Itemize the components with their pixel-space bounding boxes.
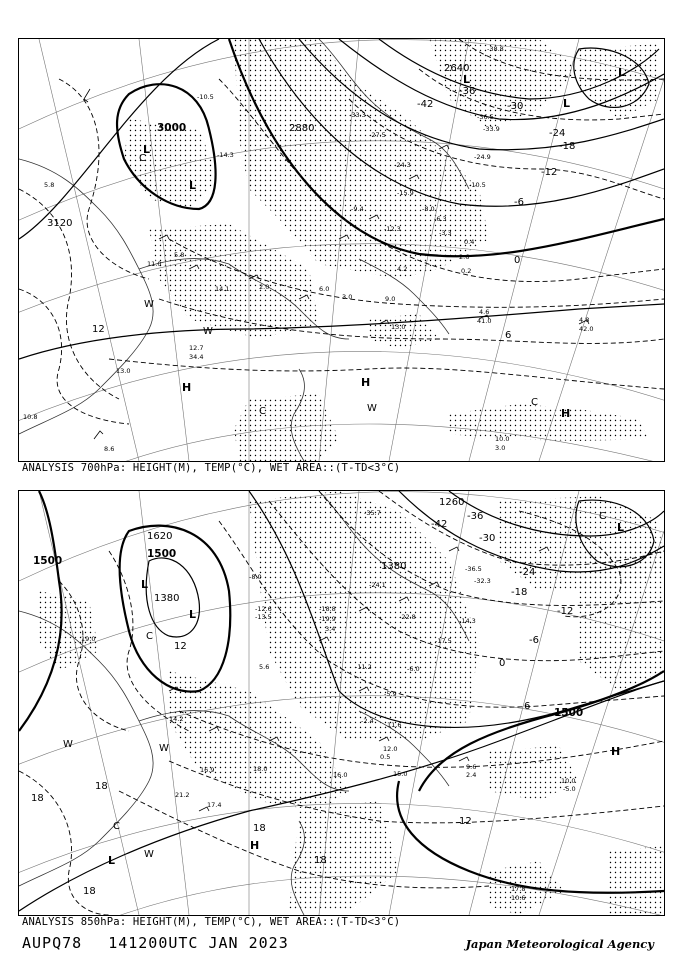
warm-center: W <box>144 299 154 310</box>
station-value: -24.9 <box>474 153 491 161</box>
temp-label: -18 <box>511 587 528 598</box>
station-value: 41.0 <box>477 317 492 325</box>
analysis-850hpa-map <box>18 490 665 916</box>
low-center: L <box>108 854 116 867</box>
cold-center: C <box>531 397 538 408</box>
low-center: L <box>563 97 571 110</box>
station-value: 17.4 <box>207 801 222 809</box>
station-value: 12.7 <box>189 344 204 352</box>
height-label: 3000 <box>157 122 187 134</box>
high-center: H <box>182 381 192 394</box>
station-value: -32.3 <box>474 577 491 585</box>
station-value: 34.4 <box>189 353 204 361</box>
station-value: -5.0 <box>563 785 576 793</box>
cold-center: C <box>113 821 120 832</box>
station-value: 18.0 <box>253 765 268 773</box>
station-value: 5.8 <box>44 181 55 189</box>
temp-label: 12 <box>459 816 472 827</box>
product-code: AUPQ78 <box>22 934 83 952</box>
temp-label: -36 <box>467 511 484 522</box>
temp-label: 18 <box>83 886 96 897</box>
station-value: -10.5 <box>469 181 486 189</box>
station-value: 11.6 <box>387 721 402 729</box>
cold-center: C <box>599 511 606 522</box>
station-value: 5.8 <box>174 251 185 259</box>
station-value: -35.7 <box>364 509 381 517</box>
station-value: 21.2 <box>175 791 190 799</box>
station-value: -12.6 <box>255 605 272 613</box>
station-value: 15.0 <box>393 770 408 778</box>
station-value: -9.4 <box>351 205 364 213</box>
temp-label: 12 <box>174 641 187 652</box>
station-value: -27.5 <box>369 131 386 139</box>
height-label: 1620 <box>147 531 173 542</box>
station-value: 12.0 <box>383 745 398 753</box>
station-value: -11.2 <box>355 663 372 671</box>
station-value: -24.3 <box>394 161 411 169</box>
station-value: -22.8 <box>399 613 416 621</box>
high-center: H <box>561 407 571 420</box>
caption-700hpa: ANALYSIS 700hPa: HEIGHT(M), TEMP(°C), WET AREA::(T-TD<3°C) <box>22 462 401 474</box>
station-value: 6.0 <box>319 285 330 293</box>
temp-label: -18 <box>559 141 576 152</box>
station-value: 0.4 <box>464 238 475 246</box>
temp-label: -24 <box>549 128 566 139</box>
station-value: 3.0 <box>342 293 353 301</box>
low-center: L <box>189 179 197 192</box>
station-value: 42.0 <box>579 325 594 333</box>
station-value: 2.4 <box>466 771 477 779</box>
height-label: 3120 <box>47 218 73 229</box>
warm-center: W <box>367 403 377 414</box>
low-center: L <box>141 578 149 591</box>
low-center: L <box>143 143 151 156</box>
temp-label: -36 <box>459 86 476 97</box>
station-value: -6.3 <box>434 215 447 223</box>
wet-area-shading <box>124 39 659 461</box>
analysis-700hpa-map <box>18 38 665 462</box>
high-center: H <box>361 376 371 389</box>
temp-label: 0 <box>499 658 506 669</box>
station-value: 2.0 <box>259 283 270 291</box>
station-value: -14.3 <box>459 617 476 625</box>
station-value: 4.6 <box>479 308 490 316</box>
temp-label: -42 <box>431 519 448 530</box>
station-value: 0.2 <box>461 267 472 275</box>
warm-center: W <box>63 739 73 750</box>
temp-label: -12 <box>557 606 574 617</box>
height-label: 1500 <box>33 555 63 567</box>
cold-center: C <box>139 153 146 164</box>
station-value: -38.8 <box>487 45 504 53</box>
high-center: H <box>250 839 260 852</box>
station-value: 9.0 <box>385 295 396 303</box>
temp-label: 6 <box>505 330 512 341</box>
cold-center: C <box>146 631 153 642</box>
station-value: 16.0 <box>333 771 348 779</box>
station-value: 10.0 <box>561 777 576 785</box>
station-value: 2.6 <box>459 253 470 261</box>
temp-label: 18 <box>253 823 266 834</box>
station-value: 9.6 <box>466 763 477 771</box>
cold-center: C <box>259 406 266 417</box>
station-value: -18.8 <box>319 605 336 613</box>
temp-label: 18 <box>31 793 44 804</box>
height-label: 1500 <box>554 707 584 719</box>
product-footer <box>22 934 289 952</box>
caption-850hpa: ANALYSIS 850hPa: HEIGHT(M), TEMP(°C), WET AREA::(T-TD<3°C) <box>22 916 401 928</box>
station-value: -15.9 <box>397 189 414 197</box>
station-value: -8.0 <box>249 573 262 581</box>
height-label: 1260 <box>439 497 465 508</box>
temp-label: -30 <box>507 101 524 112</box>
station-value: 10.0 <box>495 435 510 443</box>
warm-center: W <box>144 849 154 860</box>
station-value: -10.5 <box>197 93 214 101</box>
station-value: 5.6 <box>259 663 270 671</box>
station-value: 3.4 <box>325 625 336 633</box>
temp-label: 0 <box>514 255 521 266</box>
temp-label: -6 <box>514 197 524 208</box>
low-center: L <box>618 66 626 79</box>
station-value: 13.0 <box>391 323 406 331</box>
station-value: -33.3 <box>349 111 366 119</box>
station-value: 0.5 <box>380 753 391 761</box>
analysis-timestamp: 141200UTC JAN 2023 <box>108 934 289 952</box>
station-value: -19.9 <box>319 615 336 623</box>
warm-center: W <box>159 743 169 754</box>
station-value: -5.9 <box>384 690 397 698</box>
temp-label: -42 <box>417 99 434 110</box>
station-value: -14.3 <box>217 151 234 159</box>
station-value: -2.4 <box>361 717 374 725</box>
temp-label: -30 <box>479 533 496 544</box>
station-value: -13.5 <box>255 613 272 621</box>
temp-label: -12 <box>541 167 558 178</box>
station-value: 14.1 <box>215 285 230 293</box>
height-label: 1380 <box>154 593 180 604</box>
station-value: 10.6 <box>511 894 526 902</box>
temp-label: -6 <box>529 635 539 646</box>
station-value: -36.5 <box>465 565 482 573</box>
low-center: L <box>617 521 625 534</box>
station-value: 13.0 <box>116 367 131 375</box>
station-value: -17.5 <box>435 637 452 645</box>
height-label: 1500 <box>147 548 177 560</box>
height-label: 2640 <box>444 63 470 74</box>
high-center: H <box>611 745 621 758</box>
temp-label: 18 <box>95 781 108 792</box>
station-value: -33.9 <box>483 125 500 133</box>
temp-label: -24 <box>519 567 536 578</box>
station-value: 17.8 <box>511 885 526 893</box>
map-700hpa-canvas <box>19 39 664 461</box>
height-label: 1380 <box>381 561 407 572</box>
temp-label: 18 <box>314 855 327 866</box>
station-value: 16.9 <box>200 766 215 774</box>
station-value: -36.5 <box>477 113 494 121</box>
map-850hpa-canvas <box>19 491 664 915</box>
station-value: 19.0 <box>81 635 96 643</box>
station-value: -3.3 <box>439 229 452 237</box>
temp-label: 12 <box>92 324 105 335</box>
station-value: 4.8 <box>579 316 590 324</box>
height-label: 2880 <box>289 123 315 134</box>
station-value: 14.2 <box>169 715 184 723</box>
temp-label: 6 <box>524 701 531 712</box>
station-value: -6.0 <box>407 665 420 673</box>
low-center: L <box>463 73 471 86</box>
low-center: L <box>189 608 197 621</box>
station-value: 4.2 <box>397 265 408 273</box>
station-value: 11.0 <box>147 260 162 268</box>
station-value: 10.8 <box>23 413 38 421</box>
station-value: 3.0 <box>495 444 506 452</box>
warm-center: W <box>203 326 213 337</box>
agency-credit: Japan Meteorological Agency <box>465 937 654 951</box>
station-value: 8.6 <box>104 445 115 453</box>
station-value: -12.3 <box>384 225 401 233</box>
station-value: -8.0 <box>422 205 435 213</box>
station-value: -24.1 <box>369 581 386 589</box>
